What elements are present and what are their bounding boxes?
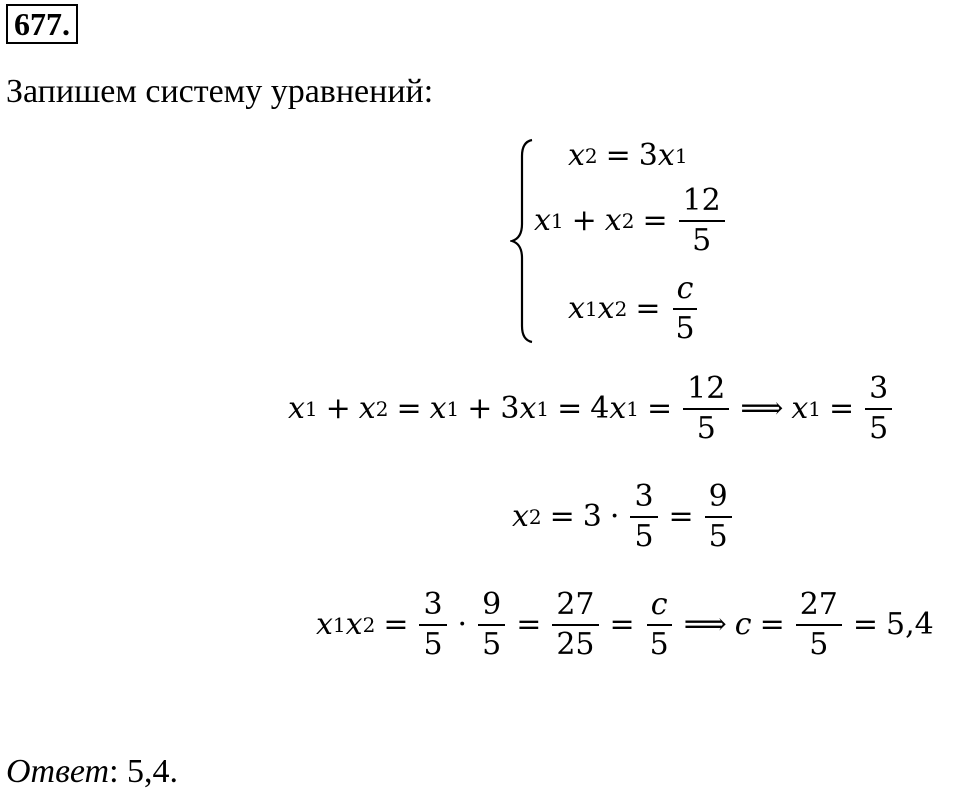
fraction: $\frac{9}{5}$ bbox=[478, 586, 505, 664]
system-line-2: x 1 + x 2 = $\frac{12}{5}$ bbox=[534, 182, 728, 260]
fraction: $\frac{12}{5}$ bbox=[683, 370, 729, 448]
left-brace-icon bbox=[510, 136, 536, 346]
fraction: $\frac{3}{5}$ bbox=[419, 586, 446, 664]
equation-product: x 1 x 2 = $\frac{3}{5}$ · $\frac{9}{5}$ = $\frac{27}{25}$ = $\frac{c}{5}$ ⟹ c = $\frac{27}{5}$ = 5,4 bbox=[316, 587, 934, 662]
answer-label: Ответ bbox=[6, 753, 110, 790]
fraction: $\frac{3}{5}$ bbox=[630, 478, 657, 556]
fraction: $\frac{27}{25}$ bbox=[552, 586, 598, 664]
fraction: $\frac{12}{5}$ bbox=[679, 182, 725, 260]
equation-x2: x 2 = 3 · $\frac{3}{5}$ = $\frac{9}{5}$ bbox=[512, 478, 735, 556]
fraction: $\frac{3}{5}$ bbox=[865, 370, 892, 448]
fraction: $\frac{27}{5}$ bbox=[796, 586, 842, 664]
fraction: $\frac{c}{5}$ bbox=[671, 270, 698, 348]
fraction: $\frac{c}{5}$ bbox=[646, 586, 673, 664]
equation-system bbox=[510, 136, 750, 346]
answer-colon: : bbox=[109, 753, 119, 790]
system-line-1: x 2 = 3 x 1 bbox=[568, 138, 688, 173]
answer-line bbox=[6, 752, 178, 792]
equation-sum: x 1 + x 2 = x 1 + 3 x 1 = 4 x 1 = $\frac{12}{5}$ ⟹ x 1 = $\frac{3}{5}$ bbox=[288, 370, 895, 448]
system-line-3: x 1 x 2 = $\frac{c}{5}$ bbox=[568, 270, 702, 348]
intro-text: Запишем систему уравнений: bbox=[6, 73, 434, 110]
answer-value: 5,4. bbox=[127, 753, 179, 790]
fraction: $\frac{9}{5}$ bbox=[705, 478, 732, 556]
problem-number: 677. bbox=[6, 4, 78, 44]
